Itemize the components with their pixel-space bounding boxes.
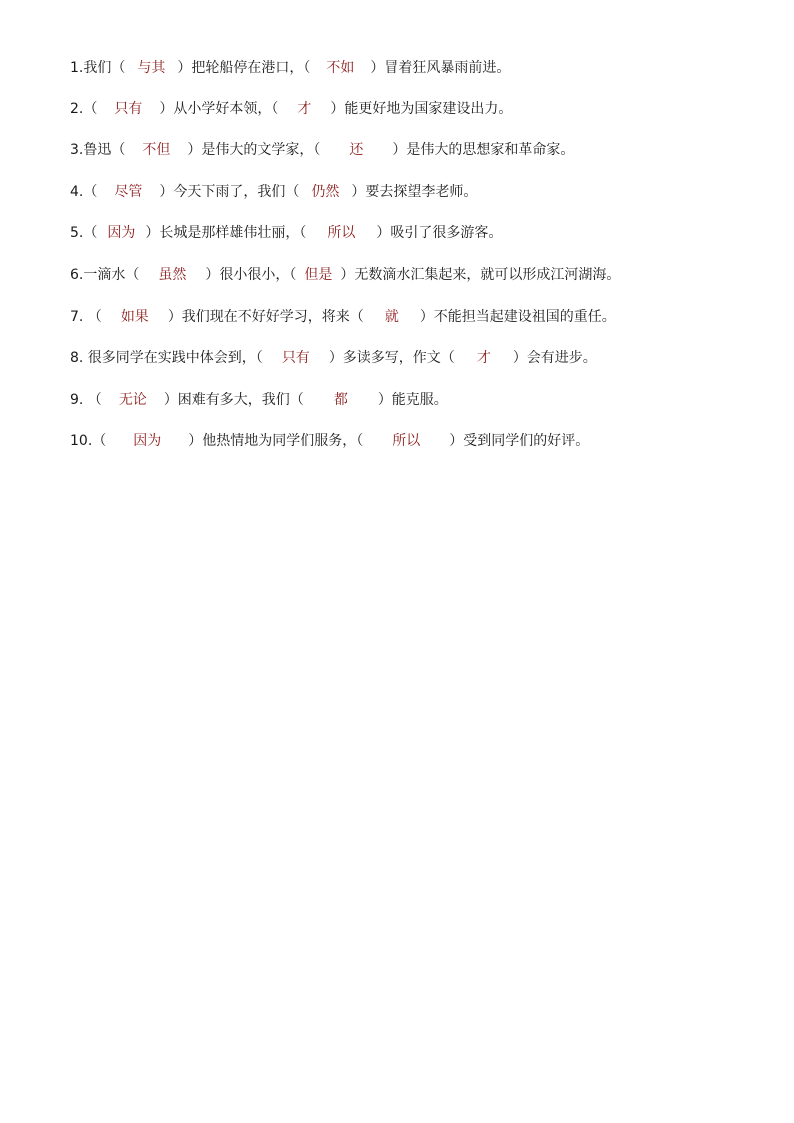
exercise-line-9 <box>70 389 448 411</box>
line-10-middle: ）他热情地为同学们服务，（ <box>188 433 364 449</box>
line-4-prefix: 4.（ <box>70 184 98 200</box>
line-3-answer-1: 不但 <box>142 142 171 158</box>
line-4-answer-2: 仍然 <box>311 184 340 200</box>
line-9-middle: ）困难有多大，我们（ <box>163 392 304 408</box>
exercise-line-5 <box>70 222 502 244</box>
line-6-prefix: 6.一滴水（ <box>70 267 140 283</box>
exercise-line-2 <box>70 98 512 120</box>
exercise-line-10 <box>70 430 589 452</box>
line-8-middle: ）多读多写，作文（ <box>328 350 455 366</box>
line-5-answer-2: 所以 <box>327 225 356 241</box>
line-6-suffix: ）无数滴水汇集起来，就可以形成江河湖海。 <box>340 267 621 283</box>
line-7-answer-1: 如果 <box>120 309 149 325</box>
line-1-prefix: 1.我们（ <box>70 60 126 76</box>
line-6-middle: ）很小很小，（ <box>205 267 297 283</box>
line-4-suffix: ）要去探望李老师。 <box>351 184 478 200</box>
line-10-answer-1: 因为 <box>133 433 162 449</box>
line-5-suffix: ）吸引了很多游客。 <box>376 225 503 241</box>
line-9-answer-2: 都 <box>333 392 348 408</box>
line-1-answer-2: 不如 <box>326 60 355 76</box>
line-10-prefix: 10.（ <box>70 433 107 449</box>
exercise-line-3 <box>70 139 574 161</box>
line-3-middle: ）是伟大的文学家，（ <box>187 142 321 158</box>
line-10-suffix: ）受到同学们的好评。 <box>449 433 590 449</box>
line-2-prefix: 2.（ <box>70 101 98 117</box>
line-9-suffix: ）能克服。 <box>377 392 448 408</box>
line-8-answer-2: 才 <box>476 350 491 366</box>
line-2-middle: ）从小学好本领，（ <box>159 101 279 117</box>
exercise-line-4 <box>70 181 477 203</box>
line-6-answer-2: 但是 <box>304 267 333 283</box>
line-9-prefix: 9. （ <box>70 392 102 408</box>
line-2-suffix: ）能更好地为国家建设出力。 <box>330 101 513 117</box>
exercise-line-1 <box>70 57 510 79</box>
line-5-prefix: 5.（ <box>70 225 98 241</box>
line-5-answer-1: 因为 <box>107 225 136 241</box>
line-7-prefix: 7. （ <box>70 309 102 325</box>
line-8-answer-1: 只有 <box>281 350 310 366</box>
line-9-answer-1: 无论 <box>118 392 147 408</box>
line-2-answer-1: 只有 <box>114 101 143 117</box>
line-1-middle: ）把轮船停在港口，（ <box>177 60 311 76</box>
line-6-answer-1: 虽然 <box>158 267 187 283</box>
line-1-suffix: ）冒着狂风暴雨前进。 <box>370 60 511 76</box>
line-8-prefix: 8. 很多同学在实践中体会到，（ <box>70 350 263 366</box>
exercise-line-8 <box>70 347 597 369</box>
line-3-suffix: ）是伟大的思想家和革命家。 <box>392 142 575 158</box>
line-10-answer-2: 所以 <box>392 433 421 449</box>
line-7-answer-2: 就 <box>384 309 399 325</box>
exercise-line-7 <box>70 306 616 328</box>
line-3-answer-2: 还 <box>349 142 364 158</box>
line-2-answer-2: 才 <box>297 101 312 117</box>
line-4-middle: ）今天下雨了，我们（ <box>159 184 300 200</box>
line-4-answer-1: 尽管 <box>114 184 143 200</box>
line-3-prefix: 3.鲁迅（ <box>70 142 126 158</box>
line-1-answer-1: 与其 <box>137 60 166 76</box>
line-5-middle: ）长城是那样雄伟壮丽，（ <box>145 225 307 241</box>
line-7-middle: ）我们现在不好好学习，将来（ <box>167 309 364 325</box>
line-8-suffix: ）会有进步。 <box>512 350 597 366</box>
exercise-line-6 <box>70 264 620 286</box>
line-7-suffix: ）不能担当起建设祖国的重任。 <box>419 309 616 325</box>
